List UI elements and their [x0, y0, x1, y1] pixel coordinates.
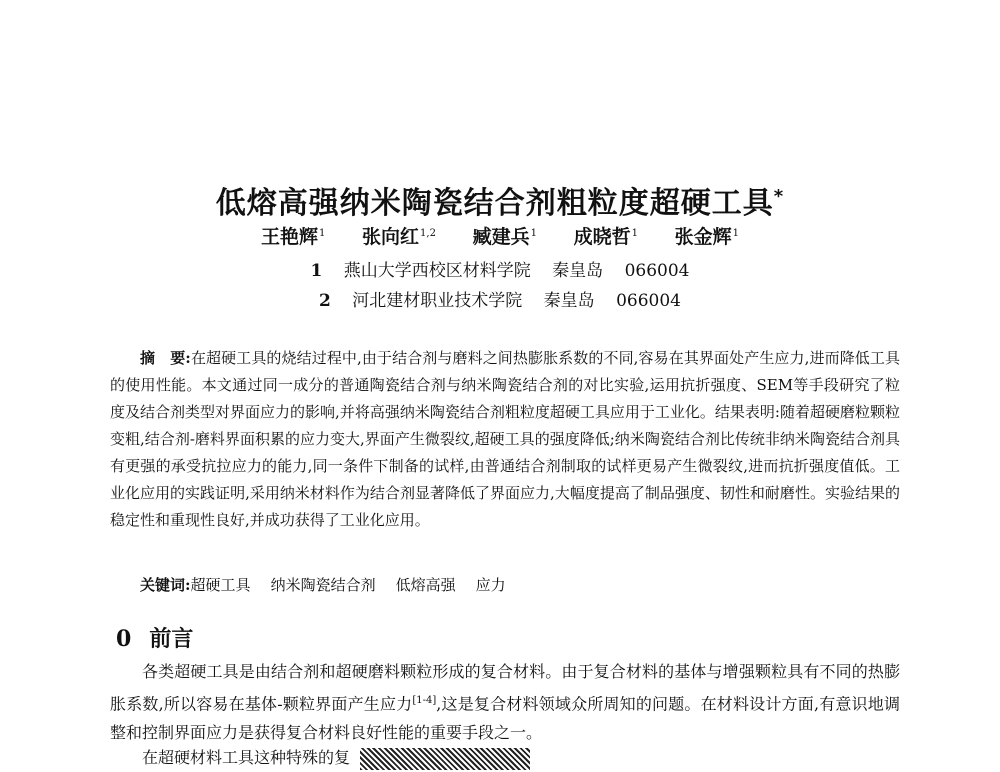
abstract-label: 摘 要: — [140, 349, 191, 367]
author-name: 成晓哲 — [573, 226, 631, 248]
intro-text-continued: ,这是复合材料领域众所周知的问题。在材料设计方面,有意识地调整和控制界面应力是获得复合材料良好性能的重要手段之一。 — [110, 694, 900, 743]
affiliation-number: 2 — [319, 291, 331, 311]
keywords — [110, 572, 900, 599]
paper-title — [110, 178, 890, 222]
author-affiliation-mark: 1 — [732, 228, 739, 239]
affiliation-line — [150, 286, 850, 311]
affiliation-line — [150, 256, 850, 281]
affiliation-number: 1 — [310, 261, 323, 281]
affiliation-zip: 066004 — [624, 261, 690, 281]
author — [675, 226, 739, 248]
affiliation-institution: 燕山大学西校区材料学院 — [343, 261, 531, 281]
author-name: 张金辉 — [674, 226, 732, 248]
keyword: 低熔高强 — [395, 576, 456, 594]
author-name: 臧建兵 — [472, 226, 530, 248]
affiliation-institution: 河北建材职业技术学院 — [352, 291, 523, 311]
author — [473, 226, 537, 248]
affiliation-city: 秦皇岛 — [543, 291, 595, 311]
next-paragraph-text: 在超硬材料工具这种特殊的复 — [142, 748, 351, 767]
author — [362, 226, 436, 248]
figure-placeholder — [360, 748, 530, 770]
author — [261, 226, 325, 248]
author-affiliation-mark: 1 — [530, 228, 537, 239]
section-number: 0 — [116, 626, 132, 652]
author-name: 王艳辉 — [261, 226, 319, 248]
keyword: 应力 — [475, 576, 506, 594]
affiliation-zip: 066004 — [616, 291, 681, 311]
author-affiliation-mark: 1 — [631, 228, 638, 239]
section-title: 前言 — [149, 626, 194, 652]
author-affiliation-mark: 1 — [319, 228, 326, 239]
intro-paragraph — [110, 657, 900, 747]
title-text: 低熔高强纳米陶瓷结合剂粗粒度超硬工具 — [215, 186, 774, 221]
affiliation-city: 秦皇岛 — [552, 261, 604, 281]
author-list — [150, 222, 850, 249]
title-footnote-mark: * — [773, 186, 785, 207]
keyword: 超硬工具 — [190, 576, 251, 594]
author — [574, 226, 638, 248]
next-paragraph-start — [110, 743, 900, 772]
section-heading — [116, 622, 193, 653]
keyword: 纳米陶瓷结合剂 — [270, 576, 376, 594]
abstract-text: 在超硬工具的烧结过程中,由于结合剂与磨料之间热膨胀系数的不同,容易在其界面处产生应力,进而降低工具的使用性能。本文通过同一成分的普通陶瓷结合剂与纳米陶瓷结合剂的对比实验,运用抗折强度、SEM等手段研究了粒度及结合剂类型对界面应力的影响,并将高强纳米陶瓷结合剂粗粒度超硬工具应用于工业化。结果表明:随着超硬磨粒颗粒变粗,结合剂-磨料界面积累的应力变大,界面产生微裂纹,超硬工具的强度降低;纳米陶瓷结合剂比传统非纳米陶瓷结合剂具有更强的承受抗拉应力的能力,同一条件下制备的试样,由普通结合剂制取的试样更易产生微裂纹,进而抗折强度值低。工业化应用的实践证明,采用纳米材料作为结合剂显著降低了界面应力,大幅度提高了制品强度、韧性和耐磨性。实验结果的稳定性和重现性良好,并成功获得了工业化应用。 — [110, 349, 900, 529]
keywords-label: 关键词: — [140, 576, 191, 594]
abstract — [110, 345, 900, 534]
intro-text: 各类超硬工具是由结合剂和超硬磨料颗粒形成的复合材料。由于复合材料的基体与增强颗粒具有不同的热膨胀系数,所以容易在基体-颗粒界面产生应力 — [110, 662, 900, 714]
citation: [1-4] — [412, 695, 437, 706]
author-affiliation-mark: 1,2 — [420, 228, 436, 239]
author-name: 张向红 — [362, 226, 420, 248]
